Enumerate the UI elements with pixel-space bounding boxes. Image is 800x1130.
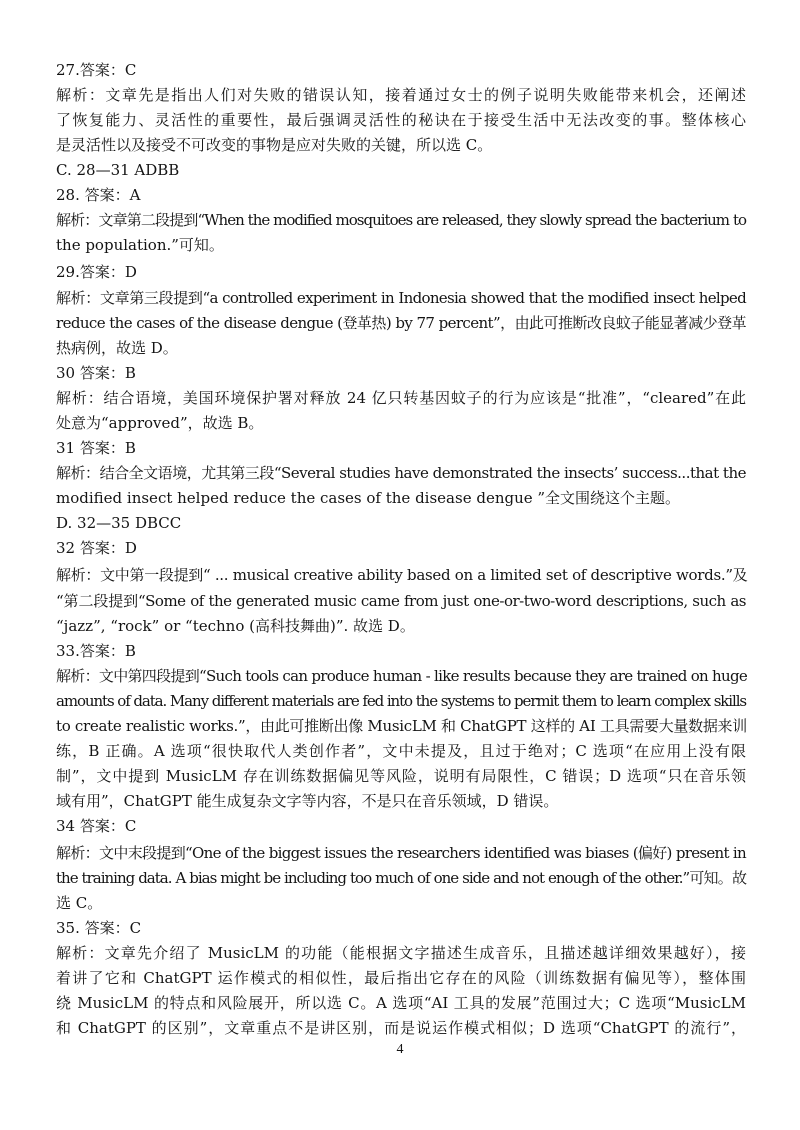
explanation-line: to create realistic works.”，由此可推断出像 MusicLM 和 ChatGPT 这样的 AI 工具需要大量数据来训 — [56, 717, 747, 735]
explanation-line: 解析：文中末段提到“One of the biggest issues the researchers identified was biases (偏好) present in — [56, 844, 746, 862]
answer-34-heading: 34 答案：C — [56, 817, 137, 835]
explanation-line: 练，B 正确。A 选项“很快取代人类创作者”，文中未提及，且过于绝对；C 选项“在应用上没有限 — [56, 742, 746, 760]
explanation-line: the training data. A bias might be including too much of one side and not enough of the other.”可知。故 — [56, 869, 746, 887]
answer-27-heading: 27.答案：C — [56, 61, 137, 79]
section-d-heading: D. 32—35 DBCC — [56, 514, 182, 532]
answer-35-heading: 35. 答案：C — [56, 919, 142, 937]
explanation-line: 绕 MusicLM 的特点和风险展开，所以选 C。A 选项“AI 工具的发展”范围过大；C 选项“MusicLM — [56, 994, 746, 1012]
explanation-line: “jazz”, “rock” or “techno (高科技舞曲)”. 故选 D。 — [56, 617, 415, 635]
explanation-line: 解析：文中第一段提到“ ... musical creative ability based on a limited set of descriptive words.”及 — [56, 566, 748, 584]
explanation-line: 和 ChatGPT 的区别”，文章重点不是讲区别，而是说运作模式相似；D 选项“ChatGPT 的流行”， — [56, 1019, 746, 1037]
answer-32-heading: 32 答案：D — [56, 539, 137, 557]
answer-33-heading: 33.答案：B — [56, 642, 136, 660]
explanation-line: 解析：结合语境，美国环境保护署对释放 24 亿只转基因蚊子的行为应该是“批准”，“cleared”在此 — [56, 389, 746, 407]
section-c-heading: C. 28—31 ADBB — [56, 161, 180, 179]
explanation-line: 解析：文章先介绍了 MusicLM 的功能（能根据文字描述生成音乐，且描述越详细效果越好），接 — [56, 944, 746, 962]
answer-30-heading: 30 答案：B — [56, 364, 136, 382]
explanation-line: 制”，文中提到 MusicLM 存在训练数据偏见等风险，说明有局限性，C 错误；D 选项“只在音乐领 — [56, 767, 746, 785]
explanation-line: 解析：文章第二段提到“When the modified mosquitoes are released, they slowly spread the bacterium to — [56, 211, 746, 229]
explanation-line: the population.”可知。 — [56, 236, 224, 254]
explanation-line: 了恢复能力、灵活性的重要性，最后强调灵活性的秘诀在于接受生活中无法改变的事。整体核心 — [56, 111, 746, 129]
explanation-line: 解析：结合全文语境，尤其第三段“Several studies have demonstrated the insects’ success...that the — [56, 464, 746, 482]
answer-31-heading: 31 答案：B — [56, 439, 136, 457]
explanation-line: 处意为“approved”，故选 B。 — [56, 414, 264, 432]
explanation-line: “第二段提到“Some of the generated music came from just one-or-two-word descriptions, such as — [56, 592, 746, 610]
explanation-line: 热病例，故选 D。 — [56, 339, 178, 357]
answer-29-heading: 29.答案：D — [56, 263, 137, 281]
explanation-line: reduce the cases of the disease dengue (登革热) by 77 percent”，由此可推断改良蚊子能显著减少登革 — [56, 314, 746, 332]
page-number: 4 — [396, 1042, 404, 1057]
explanation-line: modified insect helped reduce the cases of the disease dengue ”全文围绕这个主题。 — [56, 489, 681, 507]
answer-28-heading: 28. 答案：A — [56, 186, 141, 204]
explanation-line: 是灵活性以及接受不可改变的事物是应对失败的关键，所以选 C。 — [56, 136, 493, 154]
explanation-line: 选 C。 — [56, 894, 103, 912]
explanation-line: amounts of data. Many different materials are fed into the systems to permit them to learn complex skills — [56, 692, 746, 710]
explanation-line: 着讲了它和 ChatGPT 运作模式的相似性，最后指出它存在的风险（训练数据有偏见等），整体围 — [56, 969, 746, 987]
explanation-line: 域有用”，ChatGPT 能生成复杂文字等内容，不是只在音乐领域，D 错误。 — [56, 792, 559, 810]
explanation-line: 解析：文中第四段提到“Such tools can produce human - like results because they are trained on huge — [56, 667, 748, 685]
explanation-line: 解析：文章先是指出人们对失败的错误认知，接着通过女士的例子说明失败能带来机会，还阐述 — [56, 86, 746, 104]
explanation-line: 解析：文章第三段提到“a controlled experiment in Indonesia showed that the modified insect helped — [56, 289, 746, 307]
